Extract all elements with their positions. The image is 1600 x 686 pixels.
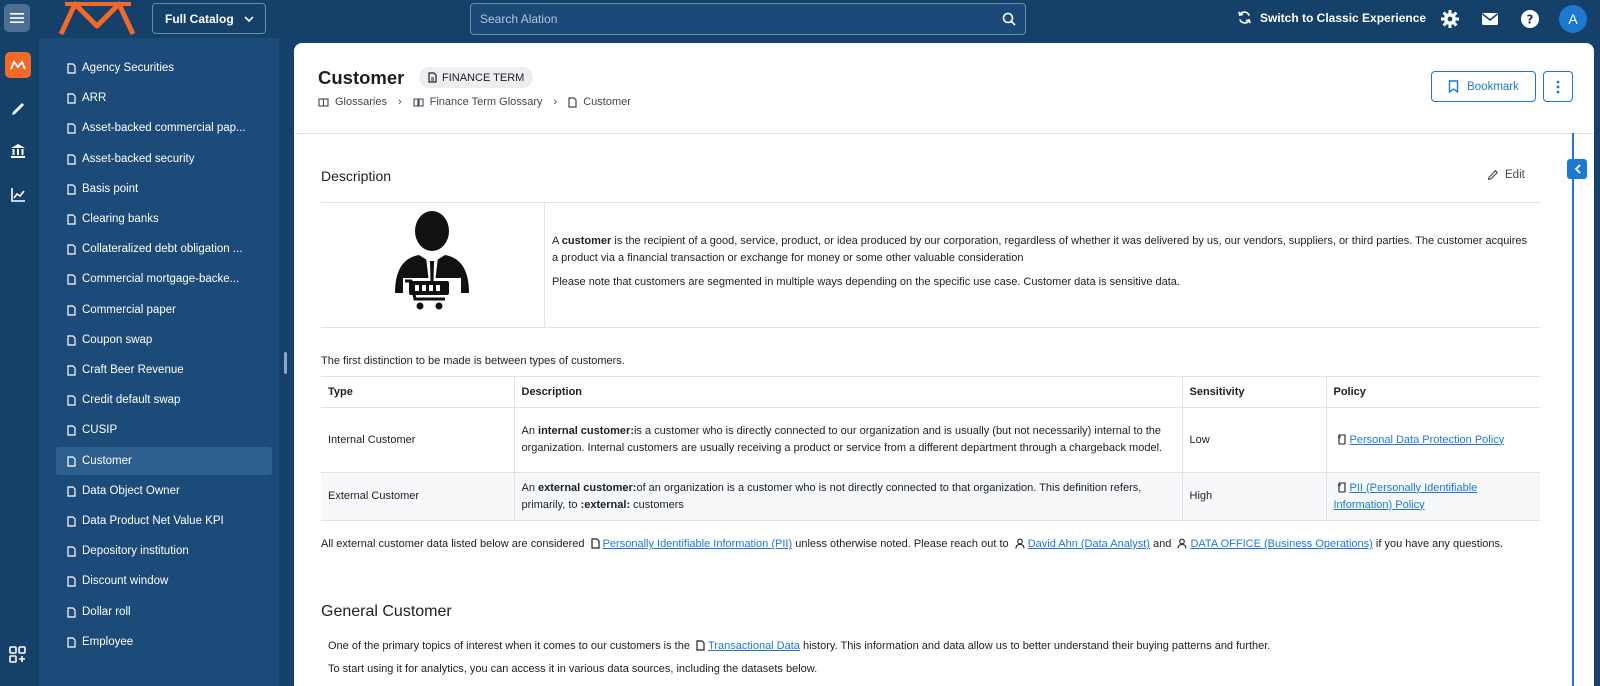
svg-text:?: ? (1526, 12, 1534, 27)
policy-icon (1337, 434, 1347, 445)
sidebar-item-label: Data Product Net Value KPI (82, 515, 224, 527)
bookmark-label: Bookmark (1467, 80, 1519, 93)
sidebar-item-label: Craft Beer Revenue (82, 364, 184, 376)
desc-post: is a customer who is directly connected to our organization and is usually (but not necessarily) internal to the organization. Internal customers are usually receiving a product or service from a different department through a chargeback model. (521, 425, 1163, 454)
sidebar-item[interactable] (56, 175, 272, 203)
document-icon (67, 395, 76, 406)
person-icon (1015, 538, 1025, 549)
sidebar-item-label: Discount window (82, 575, 169, 588)
breadcrumb-finance-glossary[interactable]: Finance Term Glossary (429, 96, 543, 108)
sidebar-item[interactable] (56, 114, 272, 142)
sidebar-item[interactable] (56, 84, 272, 112)
policy-icon (1337, 482, 1347, 493)
desc-pre: An (521, 481, 539, 494)
edit-label: Edit (1505, 169, 1525, 181)
note-pre: All external customer data listed below are considered (321, 538, 585, 550)
table-header-row (321, 377, 1540, 408)
document-icon (67, 305, 76, 316)
table-row (321, 473, 1540, 521)
col-description: Description (514, 377, 1182, 408)
cell-sensitivity: High (1182, 473, 1326, 521)
bookmark-icon (1448, 80, 1459, 93)
sidebar-item[interactable] (56, 235, 272, 263)
alation-logo[interactable] (55, 0, 141, 36)
sidebar-item[interactable] (56, 447, 272, 475)
desc-p1-bold: customer (561, 235, 612, 247)
desc-p1-post: is the recipient of a good, service, product, or idea produced by our corporation, regardless of whether it was delivered by us, our vendors, suppliers, or third parties. The customer acquires a product via a financial transaction or exchange for money or some other valuable consideration (552, 235, 1528, 264)
sidebar-item-label: Agency Securities (82, 62, 175, 74)
document-icon (67, 63, 76, 74)
term-type-badge (419, 67, 533, 88)
kebab-icon (1556, 80, 1560, 94)
search-icon[interactable] (1002, 12, 1016, 26)
col-sensitivity: Sensitivity (1182, 377, 1326, 408)
book-icon (413, 98, 424, 107)
switch-classic-label: Switch to Classic Experience (1260, 10, 1427, 25)
chevron-right-icon: › (397, 96, 402, 108)
note-mid-1: unless otherwise noted. Please reach out to (795, 538, 1009, 550)
document-icon (67, 93, 76, 104)
desc-p2: Please note that customers are segmented in multiple ways depending on the specific use case. Customer data is sensitive data. (552, 276, 1180, 288)
pencil-icon (1487, 169, 1499, 181)
search-placeholder: Search Alation (480, 12, 558, 26)
chevron-down-icon (244, 16, 254, 22)
sidebar-item[interactable] (56, 567, 272, 595)
header-divider (294, 133, 1594, 134)
badge-label: FINANCE TERM (442, 71, 525, 84)
person-icon (1177, 538, 1187, 549)
sidebar-item[interactable] (56, 598, 272, 626)
document-icon (67, 335, 76, 346)
document-icon (67, 637, 76, 648)
user-avatar[interactable]: A (1559, 5, 1587, 33)
switch-classic-button[interactable] (1237, 10, 1426, 25)
document-icon (67, 214, 76, 225)
col-type: Type (321, 377, 514, 408)
policy-link[interactable]: PII (Personally Identifiable Information) Policy (1333, 481, 1478, 511)
document-icon (67, 365, 76, 376)
top-bar (0, 0, 1600, 38)
sidebar-item-label: Clearing banks (82, 213, 159, 225)
pii-note (321, 536, 1551, 553)
right-panel-border (1572, 133, 1574, 686)
sidebar-item[interactable] (56, 296, 272, 324)
sidebar-item-label: Collateralized debt obligation ... (82, 243, 243, 256)
document-icon (67, 425, 76, 436)
desc-bold: internal customer: (538, 425, 634, 437)
document-icon (568, 97, 577, 108)
left-rail (0, 38, 39, 686)
glossary-sidebar (39, 38, 279, 686)
sidebar-item-label: Asset-backed security (82, 152, 195, 165)
desc-post: of an organization is a customer who is not directly connected to that organization. This definition refers, primarily, to (521, 481, 1142, 511)
catalog-selector[interactable] (152, 3, 266, 34)
sidebar-item-label: Employee (82, 635, 134, 648)
sidebar-item-label: Dollar roll (82, 605, 131, 618)
document-icon (67, 244, 76, 255)
description-box (321, 202, 1540, 328)
sidebar-item-label: Depository institution (82, 545, 189, 558)
more-options-button[interactable] (1543, 71, 1573, 102)
description-text (552, 233, 1532, 298)
document-icon (67, 516, 76, 527)
sidebar-item[interactable] (56, 386, 272, 414)
person-link-david[interactable]: David Ahn (Data Analyst) (1027, 538, 1150, 550)
cell-sensitivity: Low (1182, 408, 1326, 473)
cell-policy (1326, 408, 1540, 473)
sidebar-item[interactable] (56, 145, 272, 173)
chevron-left-icon (1574, 164, 1581, 174)
glossary-icon (318, 98, 329, 107)
sidebar-item-label: Commercial paper (82, 303, 176, 316)
main-content (294, 43, 1594, 686)
rail-library-icon[interactable] (5, 138, 31, 164)
catalog-label: Full Catalog (165, 11, 234, 26)
general-customer-heading: General Customer (321, 603, 452, 620)
cell-description (514, 408, 1182, 473)
policy-link[interactable]: Personal Data Protection Policy (1349, 433, 1505, 446)
cell-description (514, 473, 1182, 521)
desc-bold-2: :external: (580, 498, 631, 511)
document-icon (696, 640, 705, 651)
desc-pre: An (521, 425, 539, 437)
general-paragraph (328, 638, 1270, 655)
desc-bold: external customer: (538, 481, 637, 494)
refresh-icon (1237, 10, 1252, 25)
general-p-post: history. This information and data allow us to better understand their buying patterns and further. (802, 640, 1271, 652)
rail-analytics-icon[interactable] (5, 182, 31, 208)
sidebar-item[interactable] (56, 205, 272, 233)
rail-catalog-icon[interactable] (5, 52, 31, 78)
customer-types-table (321, 376, 1540, 521)
sidebar-item-label: CUSIP (82, 424, 118, 437)
sidebar-item[interactable] (56, 507, 272, 535)
sidebar-item[interactable] (56, 477, 272, 505)
sidebar-item-label: Customer (82, 454, 132, 467)
transactional-data-link[interactable]: Transactional Data (708, 640, 800, 652)
help-icon[interactable] (1520, 9, 1540, 29)
sidebar-item-label: Asset-backed commercial pap... (82, 122, 246, 135)
cell-type: Internal Customer (321, 408, 514, 473)
breadcrumb (318, 96, 631, 108)
rail-compose-icon[interactable] (5, 96, 31, 122)
sidebar-item-label: ARR (82, 92, 107, 105)
sidebar-item[interactable] (56, 54, 272, 82)
customer-illustration (321, 203, 545, 328)
page-title: Customer (318, 67, 405, 88)
sidebar-item-label: Commercial mortgage-backe... (82, 273, 240, 286)
general-paragraph-2: To start using it for analytics, you can access it in various data sources, including the datasets below. (328, 663, 818, 675)
sidebar-item[interactable] (56, 628, 272, 656)
document-icon (67, 607, 76, 618)
mail-icon[interactable] (1480, 9, 1500, 29)
breadcrumb-glossaries[interactable]: Glossaries (335, 96, 387, 108)
gear-icon[interactable] (1440, 9, 1460, 29)
document-icon (67, 546, 76, 557)
sidebar-item[interactable] (56, 326, 272, 354)
document-icon (67, 184, 76, 195)
chevron-right-icon: › (553, 96, 558, 108)
document-icon (67, 576, 76, 587)
document-icon (591, 538, 600, 549)
document-icon (67, 486, 76, 497)
breadcrumb-customer: Customer (583, 96, 631, 108)
intro-text: The first distinction to be made is between types of customers. (321, 355, 625, 367)
pii-link[interactable]: Personally Identifiable Information (PII) (602, 538, 793, 550)
description-heading: Description (321, 168, 392, 184)
hamburger-menu-icon[interactable] (4, 4, 30, 32)
document-icon (428, 72, 437, 83)
document-icon (67, 154, 76, 165)
col-policy: Policy (1326, 377, 1540, 408)
note-post: if you have any questions. (1375, 538, 1504, 550)
sidebar-item-label: Data Object Owner (82, 484, 180, 497)
desc-post-2: customers (630, 498, 684, 511)
rail-apps-icon[interactable] (5, 642, 31, 668)
bookmark-button[interactable] (1431, 71, 1536, 102)
sidebar-item[interactable] (56, 416, 272, 444)
sidebar-item-label: Coupon swap (82, 333, 153, 346)
sidebar-item[interactable] (56, 537, 272, 565)
sidebar-item-label: Basis point (82, 182, 139, 195)
sidebar-item[interactable] (56, 356, 272, 384)
document-icon (67, 274, 76, 285)
document-icon (67, 456, 76, 467)
general-p-pre: One of the primary topics of interest when it comes to our customers is the (328, 640, 690, 652)
group-link-data-office[interactable]: DATA OFFICE (Business Operations) (1190, 538, 1373, 550)
cell-policy (1326, 473, 1540, 521)
document-icon (67, 123, 76, 134)
table-row (321, 408, 1540, 473)
desc-p1-pre: A (552, 235, 562, 247)
note-mid-2: and (1153, 538, 1172, 550)
collapse-panel-button[interactable] (1567, 159, 1587, 179)
sidebar-item-label: Credit default swap (82, 394, 181, 407)
cell-type: External Customer (321, 473, 514, 521)
search-input[interactable] (470, 3, 1026, 35)
sidebar-resize-handle[interactable] (284, 352, 287, 374)
edit-button[interactable] (1487, 169, 1525, 181)
sidebar-item[interactable] (56, 265, 272, 293)
